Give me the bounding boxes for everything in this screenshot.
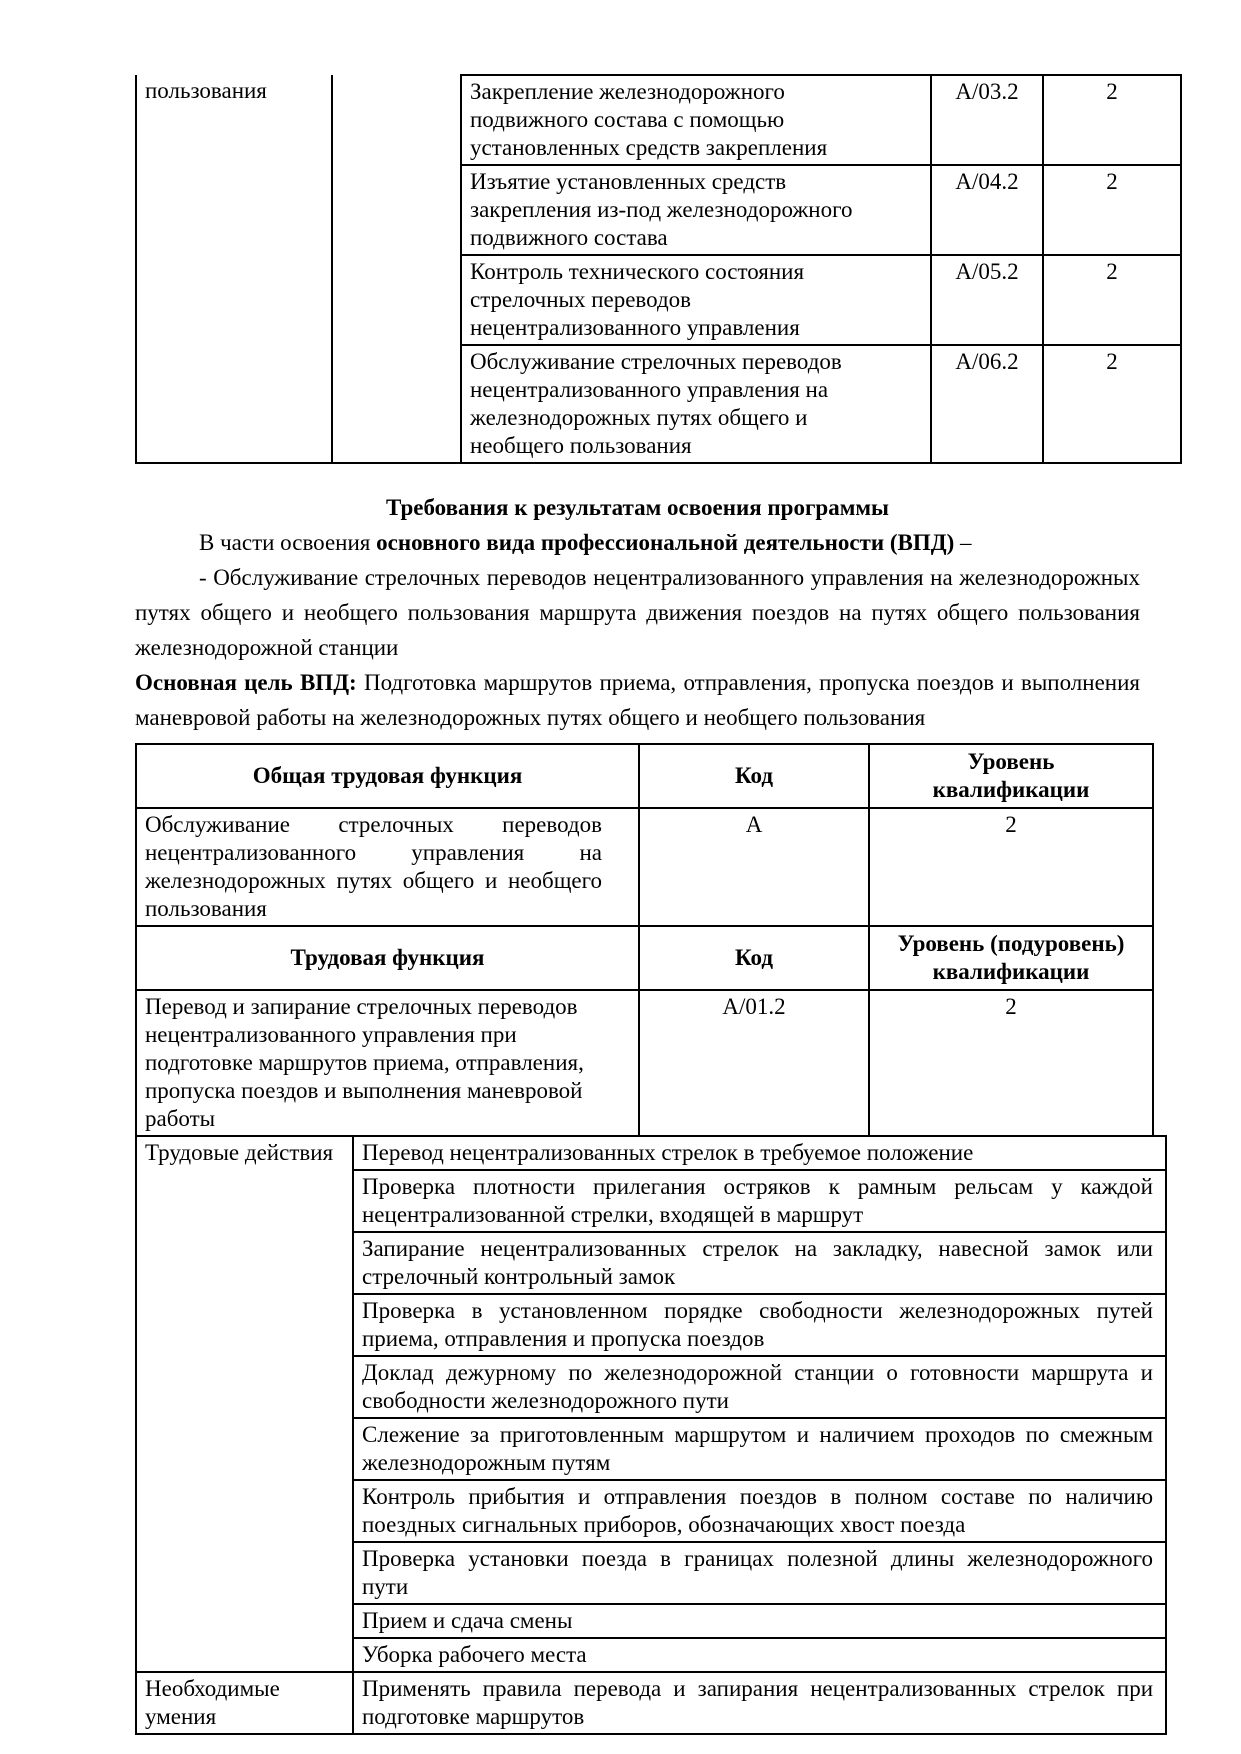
continuation-table	[135, 74, 1182, 464]
level-cell: 2	[869, 990, 1153, 1136]
code-cell: А/03.2	[931, 75, 1043, 165]
function-cell: Перевод и запирание стрелочных переводов нецентрализованного управления при подготовке маршрутов приема, отправления, пропуска поездов и выполнения маневровой работы	[136, 990, 639, 1136]
intro-line	[135, 525, 1140, 560]
action-cell: Уборка рабочего места	[353, 1638, 1166, 1672]
action-cell: Проверка плотности прилегания остряков к рамным рельсам у каждой нецентрализованной стрелки, входящей в маршрут	[353, 1170, 1166, 1232]
action-cell: Слежение за приготовленным маршрутом и наличием проходов по смежным железнодорожным путям	[353, 1418, 1166, 1480]
specific-function-row	[136, 990, 1153, 1136]
code-cell: А/06.2	[931, 345, 1043, 463]
intro-suffix: –	[954, 530, 972, 555]
general-function-row	[136, 808, 1153, 926]
table-row	[136, 75, 1181, 165]
skills-label-cell: Необходимые умения	[136, 1672, 353, 1734]
code-cell: А/01.2	[639, 990, 869, 1136]
section-heading: Требования к результатам освоения программы	[385, 495, 889, 520]
specific-header-row	[136, 926, 1153, 990]
action-cell: Проверка установки поезда в границах полезной длины железнодорожного пути	[353, 1542, 1166, 1604]
action-cell: Проверка в установленном порядке свободности железнодорожных путей приема, отправления и пропуска поездов	[353, 1294, 1166, 1356]
code-cell: А/04.2	[931, 165, 1043, 255]
actions-table	[135, 1135, 1167, 1735]
level-cell: 2	[1043, 75, 1181, 165]
skill-cell: Применять правила перевода и запирания нецентрализованных стрелок при подготовке маршрутов	[353, 1672, 1166, 1734]
function-cell: Обслуживание стрелочных переводов нецентрализованного управления на железнодорожных путях общего и необщего пользования	[136, 808, 639, 926]
goal-paragraph	[135, 665, 1140, 735]
task-cell: Контроль технического состояния стрелочных переводов нецентрализованного управления	[461, 255, 931, 345]
actions-label-cell: Трудовые действия	[136, 1136, 353, 1672]
task-cell: Обслуживание стрелочных переводов нецентрализованного управления на железнодорожных путях общего и необщего пользования	[461, 345, 931, 463]
specific-function-header: Трудовая функция	[136, 926, 639, 990]
action-cell: Доклад дежурному по железнодорожной станции о готовности маршрута и свободности железнодорожного пути	[353, 1356, 1166, 1418]
goal-text: Подготовка маршрутов приема, отправления, пропуска поездов и выполнения маневровой работы на железнодорожных путях общего и необщего пользования	[135, 670, 1140, 730]
intro-prefix: В части освоения	[199, 530, 377, 555]
empty-cell	[332, 75, 461, 463]
code-header: Код	[639, 926, 869, 990]
skills-row	[136, 1672, 1166, 1734]
level-header-text: Уровень квалификации	[932, 749, 1090, 802]
code-header: Код	[639, 744, 869, 808]
action-cell: Контроль прибытия и отправления поездов в полном составе по наличию поездных сигнальных приборов, обозначающих хвост поезда	[353, 1480, 1166, 1542]
action-cell: Прием и сдача смены	[353, 1604, 1166, 1638]
vpd-item-paragraph: - Обслуживание стрелочных переводов нецентрализованного управления на железнодорожных путях общего и необщего пользования маршрута движения поездов на путях общего пользования железнодорожной станции	[135, 565, 1140, 660]
code-cell: А/05.2	[931, 255, 1043, 345]
general-header-row	[136, 744, 1153, 808]
function-table	[135, 743, 1154, 1137]
level-cell: 2	[1043, 345, 1181, 463]
code-cell: А	[639, 808, 869, 926]
level-header	[869, 744, 1153, 808]
action-cell: Запирание нецентрализованных стрелок на закладку, навесной замок или стрелочный контрольный замок	[353, 1232, 1166, 1294]
action-row	[136, 1136, 1166, 1170]
sublevel-header: Уровень (подуровень) квалификации	[869, 926, 1153, 990]
level-cell: 2	[1043, 165, 1181, 255]
carryover-cell: пользования	[136, 75, 332, 463]
intro-bold: основного вида профессиональной деятельности (ВПД)	[376, 530, 955, 555]
task-cell: Изъятие установленных средств закрепления из-под железнодорожного подвижного состава	[461, 165, 931, 255]
level-cell: 2	[869, 808, 1153, 926]
goal-label: Основная цель ВПД:	[135, 670, 357, 695]
action-cell: Перевод нецентрализованных стрелок в требуемое положение	[353, 1136, 1166, 1170]
level-cell: 2	[1043, 255, 1181, 345]
task-cell: Закрепление железнодорожного подвижного состава с помощью установленных средств закрепления	[461, 75, 931, 165]
general-function-header: Общая трудовая функция	[136, 744, 639, 808]
